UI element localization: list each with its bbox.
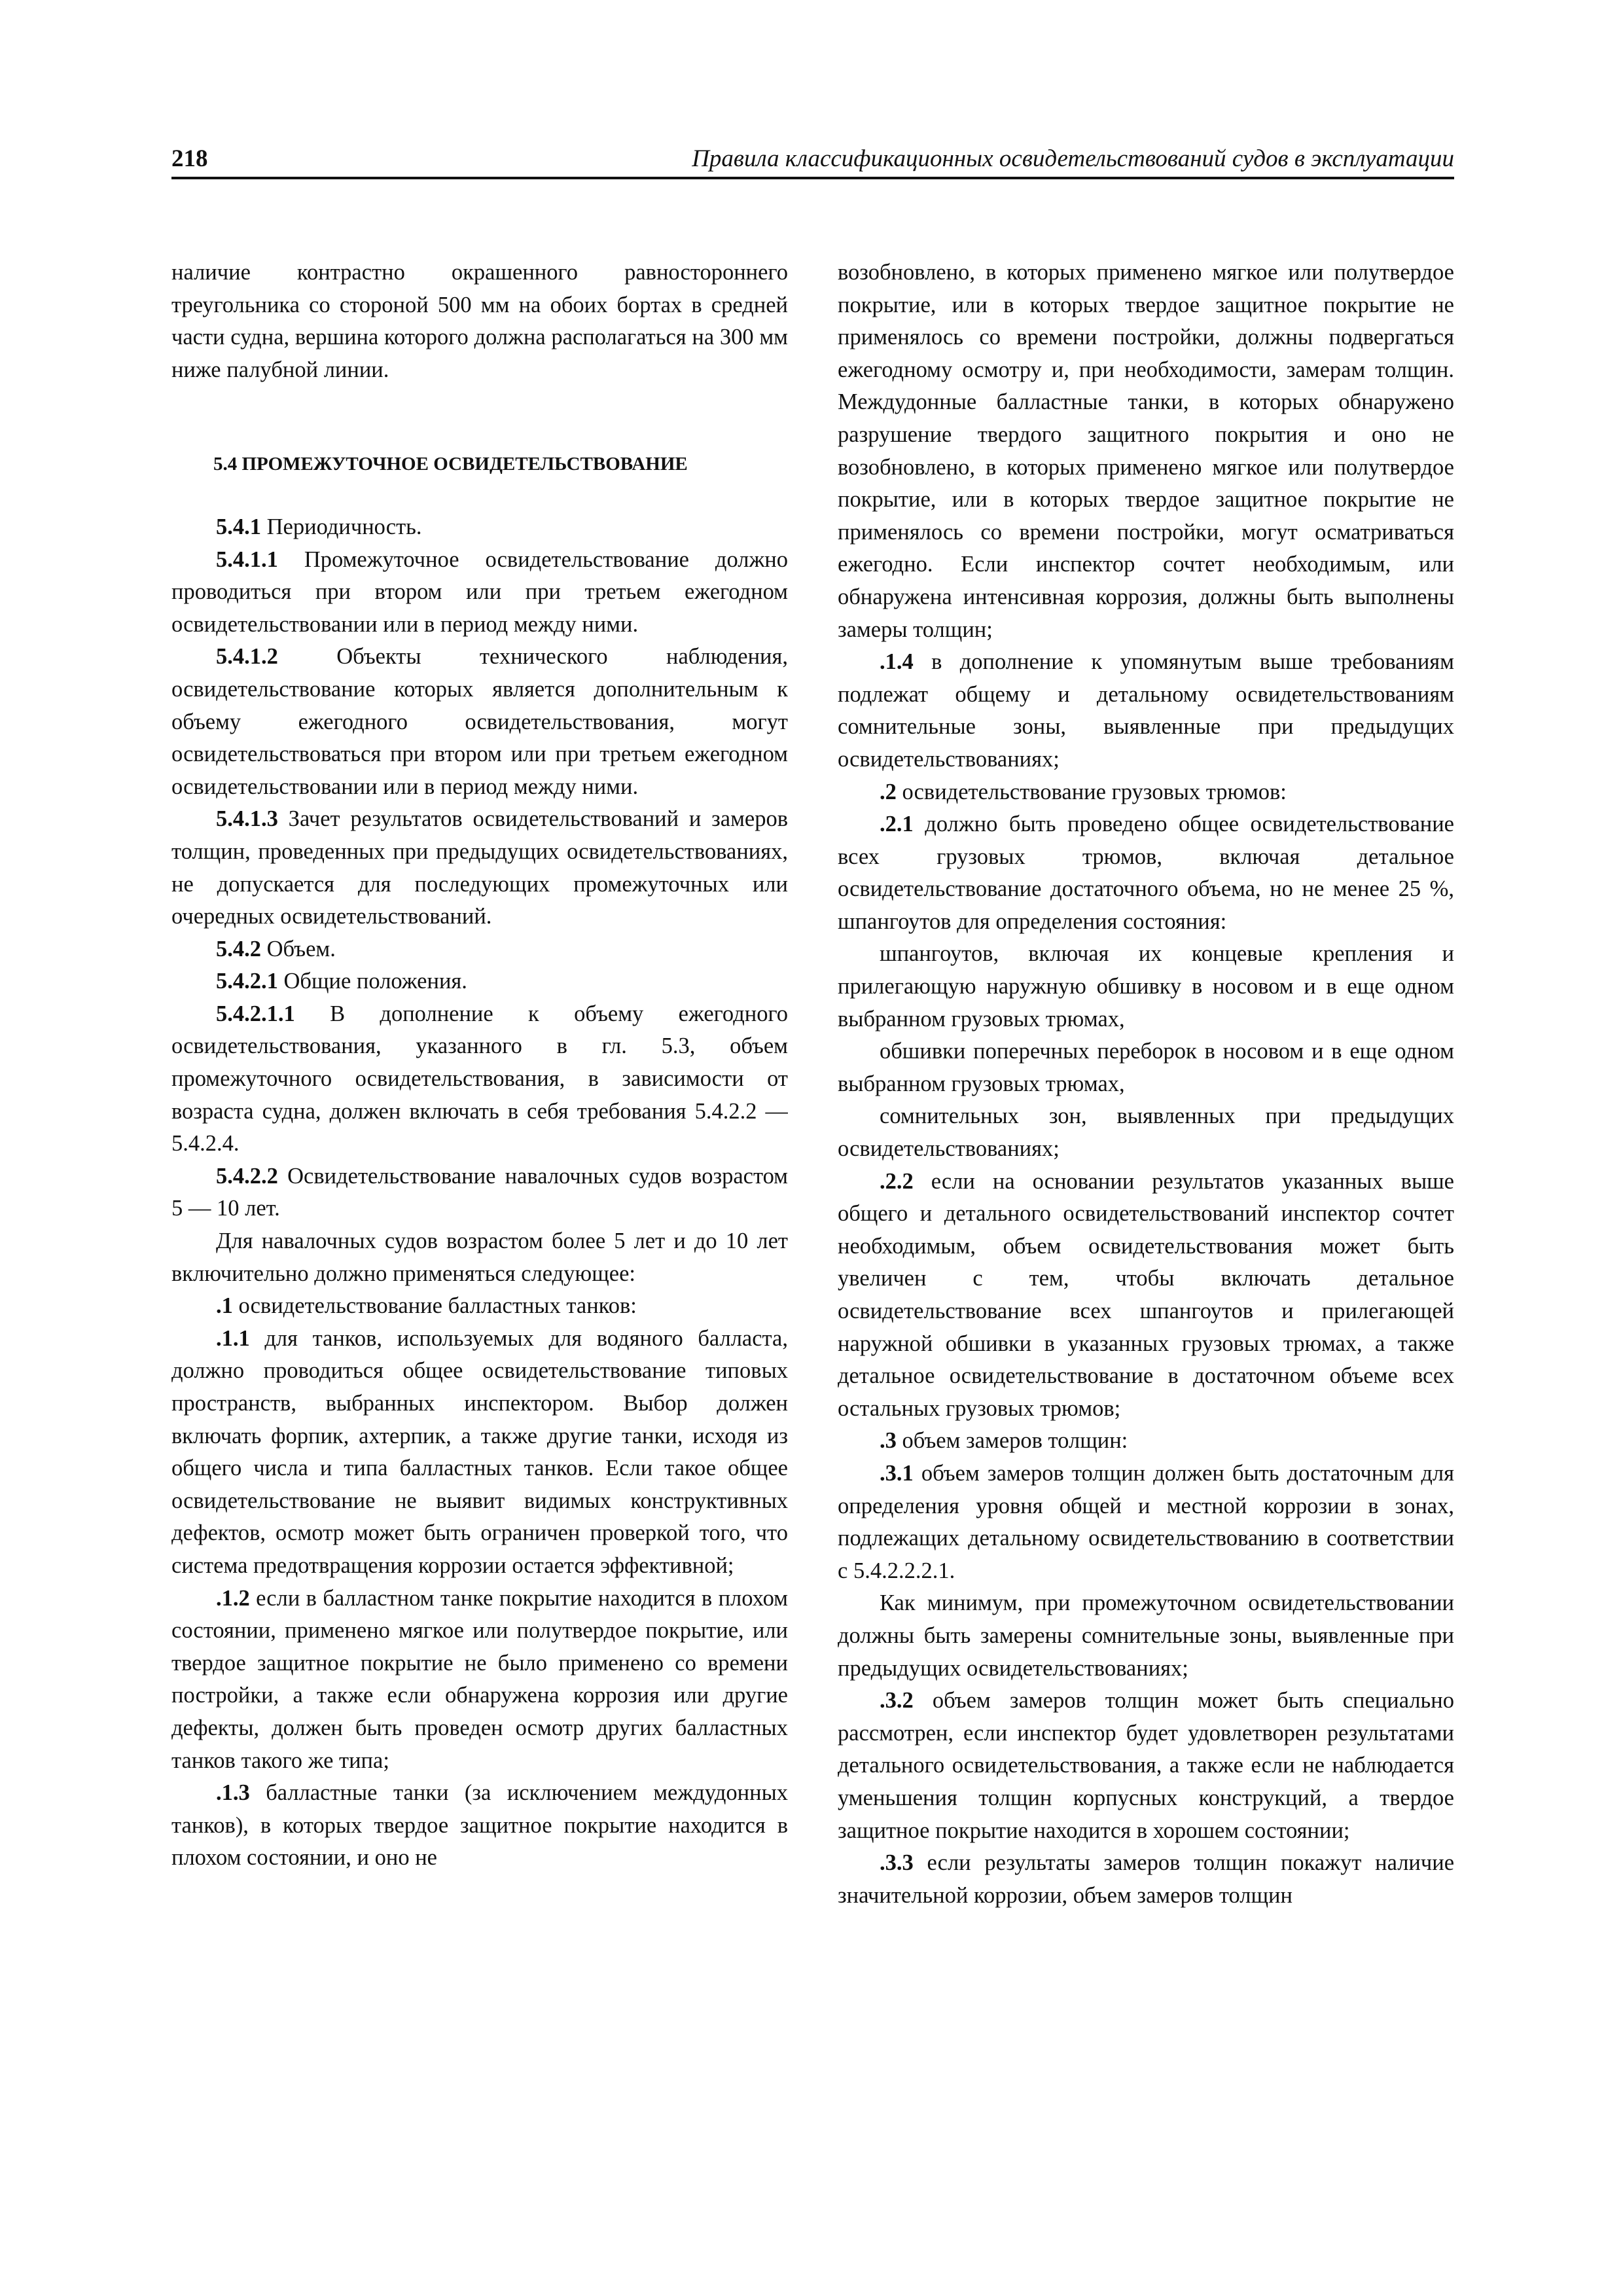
header-rule: [171, 177, 1454, 179]
item-number: .1: [216, 1293, 233, 1319]
running-title: Правила классификационных освидетельствований судов в эксплуатации: [692, 145, 1454, 172]
clause-5-4-1: [171, 511, 788, 544]
clause-text: В дополнение к объему ежегодного освидетельствования, указанного в гл. 5.3, объем промежуточного освидетельствования, в зависимости от возраста судна, должен включать в себя требования 5.4.2.2 — 5.4.2.4.: [171, 1001, 788, 1157]
item-text: объем замеров толщин:: [902, 1428, 1128, 1454]
clause-text: Зачет результатов освидетельствований и замеров толщин, проведенных при предыдущих освидетельствованиях, не допускается для последующих промежуточных или очередных освидетельствований.: [171, 806, 788, 929]
item-number: .1.1: [216, 1325, 250, 1351]
item-number: .1.4: [880, 649, 914, 675]
paragraph-suspect-areas: сомнительных зон, выявленных при предыдущих освидетельствованиях;: [838, 1103, 1454, 1162]
item-1-3: [171, 1777, 788, 1874]
paragraph-bulk-intro: Для навалочных судов возрастом более 5 лет и до 10 лет включительно должно применяться следующее:: [171, 1229, 788, 1286]
clause-text: Объекты технического наблюдения, освидетельствование которых является дополнительным к объему ежегодного освидетельствования, могут освидетельствоваться при втором или при третьем ежегодном освидетельствовании или в период между ними.: [171, 644, 788, 799]
clause-5-4-1-2: [171, 641, 788, 803]
item-2-1: [838, 808, 1454, 938]
clause-text: Общие положения.: [283, 969, 467, 994]
item-1-1: [171, 1323, 788, 1583]
item-3: [838, 1425, 1454, 1458]
item-2: [838, 776, 1454, 809]
paragraph-minimum: Как минимум, при промежуточном освидетельствовании должны быть замерены сомнительные зоны, выявленные при предыдущих освидетельствованиях;: [838, 1590, 1454, 1681]
clause-number: 5.4.1: [216, 514, 261, 539]
paragraph-frames: шпангоутов, включая их концевые крепления и прилегающую наружную обшивку в носовом и в еще одном выбранном грузовых трюмах,: [838, 941, 1454, 1031]
item-number: .3.2: [880, 1688, 914, 1713]
item-text: если на основании результатов указанных выше общего и детального освидетельствований инспектор сочтет необходимым, объем освидетельствования может быть увеличен с тем, чтобы включать детальное освидетельствование всех шпангоутов и прилегающей наружной обшивки в указанных грузовых трюмах, а также детальное освидетельствование в достаточном объеме всех остальных грузовых трюмов;: [838, 1168, 1454, 1421]
item-number: .2: [880, 779, 897, 804]
clause-number: 5.4.2.1.1: [216, 1001, 295, 1026]
clause-number: 5.4.1.2: [216, 644, 278, 670]
clause-5-4-2-1: [171, 965, 788, 998]
item-text: если в балластном танке покрытие находится в плохом состоянии, применено мягкое или полутвердое покрытие, или твердое защитное покрытие не было применено со времени постройки, а также если обнаружена коррозия или другие дефекты, должен быть проведен осмотр других балластных танков такого же типа;: [171, 1585, 788, 1773]
item-3-2: [838, 1685, 1454, 1847]
clause-number: 5.4.2: [216, 936, 261, 961]
item-number: .2.1: [880, 812, 914, 837]
spacer: [171, 481, 788, 511]
section-heading: 5.4 ПРОМЕЖУТОЧНОЕ ОСВИДЕТЕЛЬСТВОВАНИЕ: [213, 454, 688, 475]
paragraph-intro: наличие контрастно окрашенного равностороннего треугольника со стороной 500 мм на обоих бортах в средней части судна, вершина которого должна располагаться на 300 мм ниже палубной линии.: [171, 260, 788, 382]
item-text: объем замеров толщин может быть специально рассмотрен, если инспектор будет удовлетворен результатами детального освидетельствования, а также если не наблюдается уменьшения толщин корпусных конструкций, а твердое защитное покрытие находится в хорошем состоянии;: [838, 1688, 1454, 1843]
clause-5-4-1-3: [171, 803, 788, 933]
item-number: .3.1: [880, 1460, 914, 1486]
item-text: должно быть проведено общее освидетельствование всех грузовых трюмов, включая детальное освидетельствование достаточного объема, но не менее 25 %, шпангоутов для определения состояния:: [838, 812, 1454, 934]
clause-text: Промежуточное освидетельствование должно проводиться при втором или при третьем ежегодном освидетельствовании или в период между ними.: [171, 547, 788, 637]
item-text: балластные танки (за исключением междудонных танков), в которых твердое защитное покрытие находится в плохом состоянии, и оно не: [171, 1780, 788, 1871]
item-number: .1.2: [216, 1585, 250, 1611]
paragraph-continuation: возобновлено, в которых применено мягкое или полутвердое покрытие, или в которых твердое защитное покрытие не применялось со времени постройки, должны подвергаться ежегодному осмотру и, при необходимости, замерам толщин. Междудонные балластные танки, в которых обнаружено разрушение твердого защитного покрытия и оно не возобновлено, в которых применено мягкое или полутвердое покрытие, или в которых твердое защитное покрытие не применялось со времени постройки, могут осматриваться ежегодно. Если инспектор сочтет необходимым, или обнаружена интенсивная коррозия, должны быть выполнены замеры толщин;: [838, 260, 1454, 642]
clause-text: Объем.: [266, 936, 336, 961]
clause-number: 5.4.1.1: [216, 547, 278, 572]
item-2-2: [838, 1166, 1454, 1426]
spacer: [171, 386, 788, 448]
clause-5-4-2: [171, 933, 788, 966]
clause-5-4-2-2: [171, 1160, 788, 1225]
left-column: [171, 257, 788, 2194]
item-number: .3.3: [880, 1850, 914, 1876]
paragraph-bulkheads: обшивки поперечных переборок в носовом и в еще одном выбранном грузовых трюмах,: [838, 1039, 1454, 1096]
item-3-3: [838, 1847, 1454, 1912]
item-text: если результаты замеров толщин покажут наличие значительной коррозии, объем замеров толщин: [838, 1850, 1454, 1908]
item-number: .1.3: [216, 1780, 250, 1806]
item-text: для танков, используемых для водяного балласта, должно проводиться общее освидетельствование типовых пространств, выбранных инспектором. Выбор должен включать форпик, ахтерпик, а также другие танки, исходя из общего числа и типа балластных танков. Если такое общее освидетельствование не выявит видимых конструктивных дефектов, осмотр может быть ограничен проверкой того, что система предотвращения коррозии остается эффективной;: [171, 1325, 788, 1578]
clause-number: 5.4.1.3: [216, 806, 278, 832]
item-text: в дополнение к упомянутым выше требованиям подлежат общему и детальному освидетельствованиям сомнительные зоны, выявленные при предыдущих освидетельствованиях;: [838, 649, 1454, 772]
item-1: [171, 1290, 788, 1323]
page-number: 218: [171, 145, 208, 172]
clause-text: Периодичность.: [266, 514, 422, 539]
clause-number: 5.4.2.1: [216, 969, 278, 994]
clause-5-4-1-1: [171, 544, 788, 641]
clause-5-4-2-1-1: [171, 998, 788, 1160]
item-text: освидетельствование грузовых трюмов:: [902, 779, 1287, 804]
right-column: [838, 257, 1454, 2194]
item-number: .3: [880, 1428, 897, 1454]
item-1-4: [838, 646, 1454, 776]
clause-text: Освидетельствование навалочных судов возрастом 5 — 10 лет.: [171, 1163, 788, 1221]
item-text: освидетельствование балластных танков:: [238, 1293, 637, 1319]
item-3-1: [838, 1458, 1454, 1587]
clause-number: 5.4.2.2: [216, 1163, 278, 1189]
page-header: [171, 143, 1454, 182]
item-1-2: [171, 1583, 788, 1778]
item-number: .2.2: [880, 1168, 914, 1194]
item-text: объем замеров толщин должен быть достаточным для определения уровня общей и местной коррозии в зонах, подлежащих детальному освидетельствованию в соответствии с 5.4.2.2.2.1.: [838, 1460, 1454, 1583]
